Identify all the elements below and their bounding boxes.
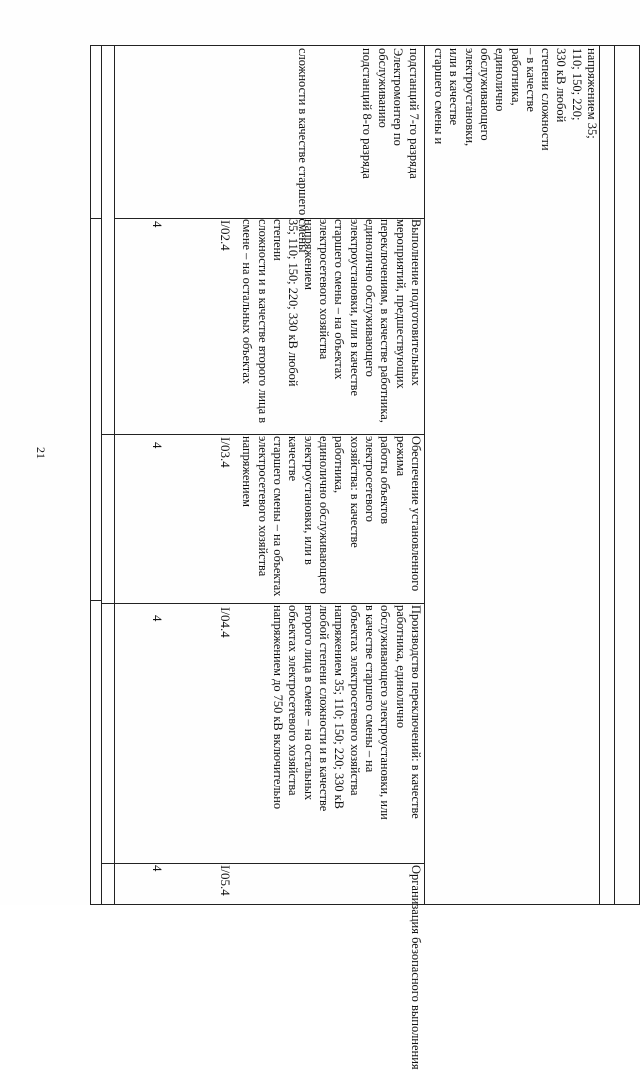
row-3-level: 4 [150,615,165,622]
row-1-code: I/02.4 [218,220,233,251]
row-divider [90,45,640,46]
qualification-text-continued: подстанций 7-го разряда [407,48,421,179]
row-0-function: сложности в качестве старшего смены [296,48,310,253]
row-divider [102,863,425,864]
row-1-function: Выполнение подготовительных мероприятий, предшествующих переключениям, в качестве работника, единолично обслуживающего электроустановки, или в качестве старшего смены – на объектах электросетевого хозяйства напряжением 35; 110; 150; 220; 330 кВ любой степени сложности и в качестве второго лица в смене – на остальных объектах [240,219,423,424]
column-divider [424,45,425,905]
column-divider [114,45,115,905]
column-divider [101,45,102,905]
column-divider [614,45,615,905]
row-3-function: Производство переключений: в качестве работника, единолично обслуживающего электроустановки, или в качестве старшего смены – на объектах электросетевого хозяйства напряжением 35; 110; 150; 220; 330 кВ любой степени сложности и в качестве второго лица в смене – на остальных объектах электросетевого хозяйства напряжением до 750 кВ включительно [270,605,423,820]
row-divider [102,603,425,604]
rotated-table [90,45,640,1070]
table-border-bottom [90,45,91,905]
row-divider [102,434,425,435]
row-divider [91,218,102,219]
row-4-code: I/05.4 [218,865,233,896]
row-2-level: 4 [150,442,165,449]
row-2-code: I/03.4 [218,437,233,468]
row-1-level: 4 [150,221,165,228]
left-column-text: напряжением 35; 110; 150; 220; 330 кВ любой степени сложности – в качестве работника, единолично обслуживающего электроустановки, или в качестве старшего смены и [432,48,599,151]
row-2-function: Обеспечение установленного режима работы объектов электросетевого хозяйства: в качестве работника, единолично обслуживающего электроустановки, или в качестве старшего смены – на объектах электросетевого хозяйства напряжением [240,436,423,597]
page-number: 21 [34,447,48,459]
row-divider [91,600,102,601]
row-4-level: 4 [150,865,165,872]
row-3-code: I/04.4 [218,607,233,638]
qualification-text: Электромонтер по обслуживанию подстанций 8-го разряда [360,48,405,179]
column-divider [599,45,600,905]
row-4-function: Организация безопасного выполнения [409,865,423,1070]
